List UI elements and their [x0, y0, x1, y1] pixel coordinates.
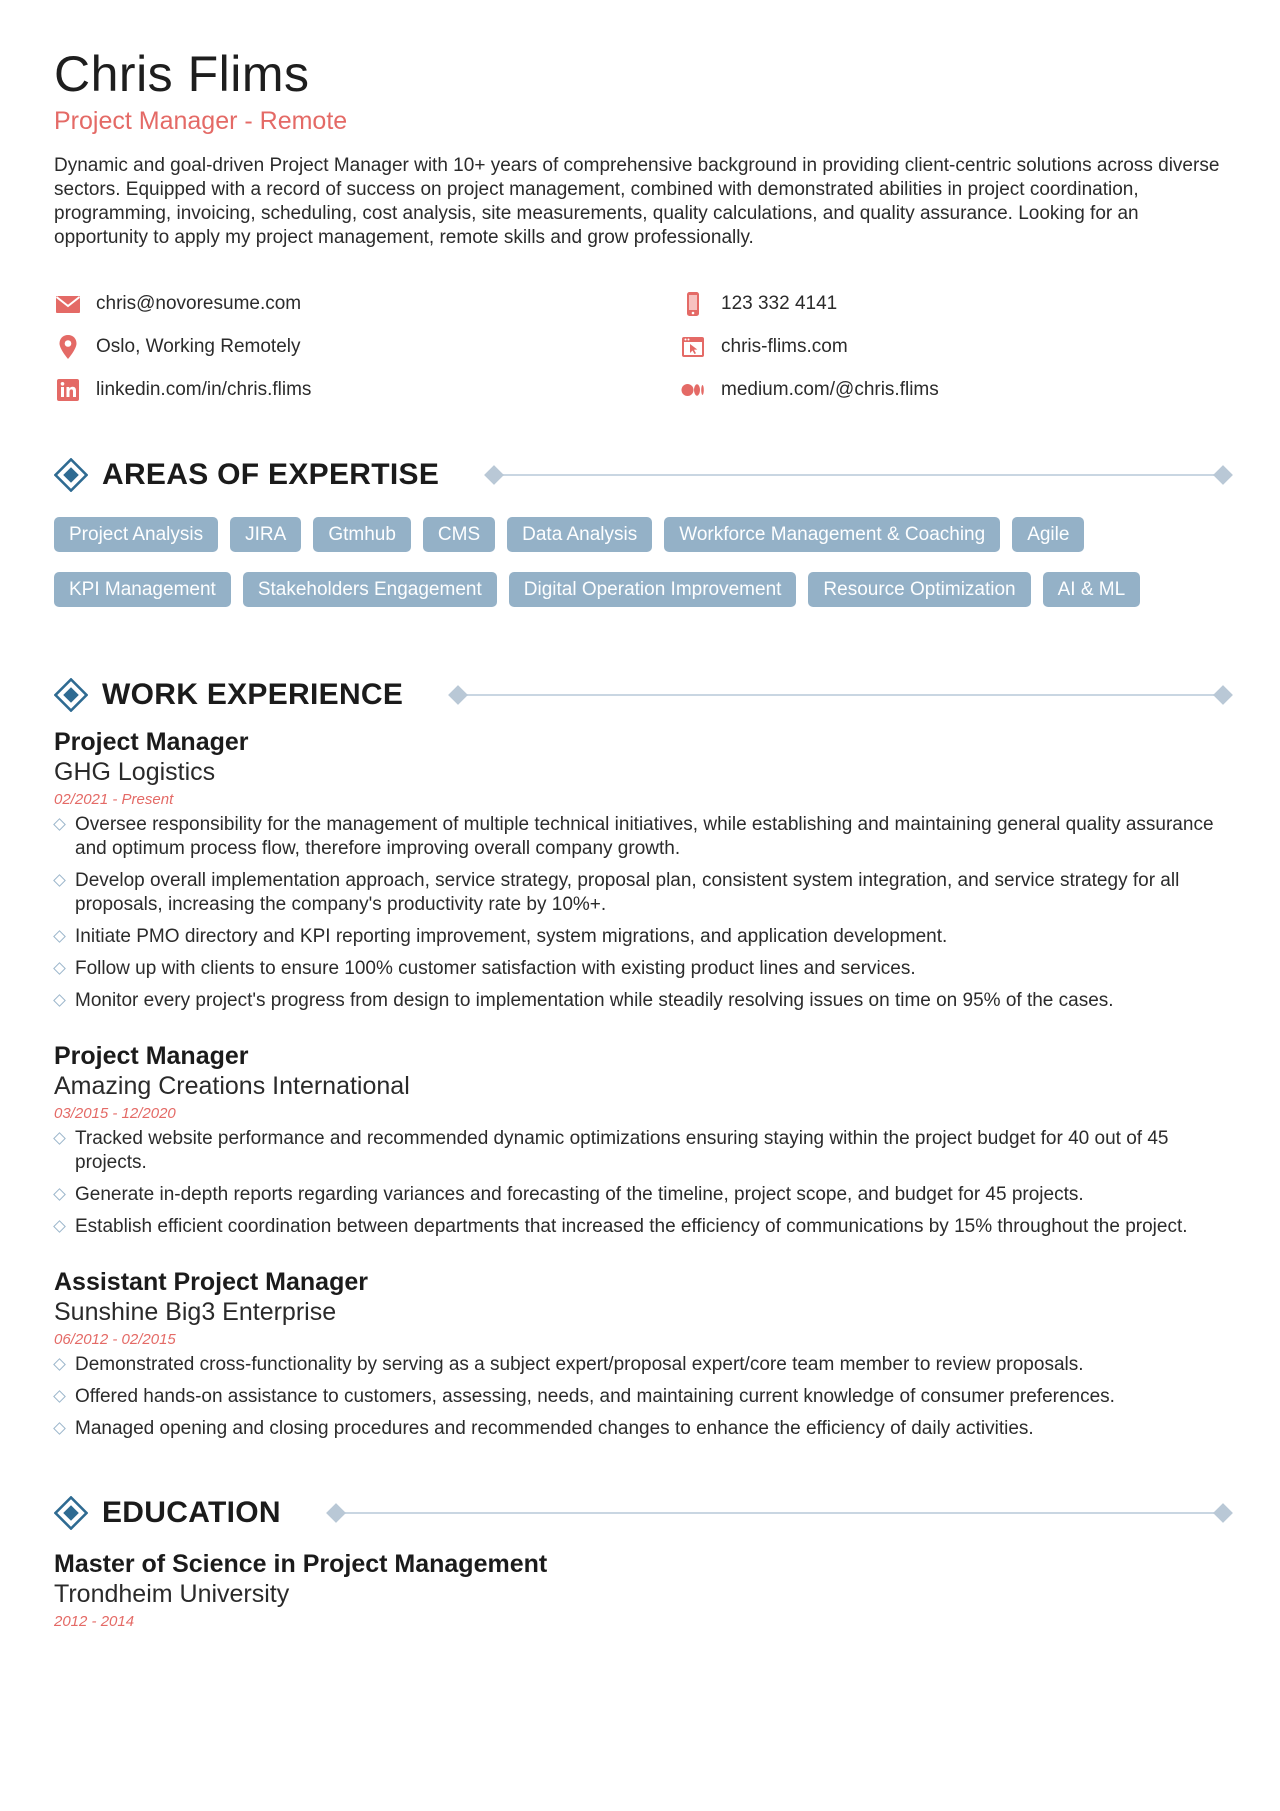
skill-tag: Agile — [1012, 517, 1084, 552]
contact-linkedin[interactable] — [54, 368, 679, 411]
browser-cursor-icon — [679, 333, 707, 361]
linkedin-icon — [54, 376, 82, 404]
section-divider — [329, 1505, 1230, 1521]
experience-section-header — [54, 673, 1230, 717]
job-bullet: Demonstrated cross-functionality by serving as a subject expert/proposal expert/core team member to review proposals. — [54, 1353, 1230, 1377]
contact-phone-text: 123 332 4141 — [721, 292, 838, 314]
diamond-icon — [54, 678, 88, 712]
job-bullets — [54, 1127, 1230, 1239]
contact-website-text: chris-flims.com — [721, 335, 848, 357]
education-section-header — [54, 1491, 1230, 1535]
medium-icon — [679, 376, 707, 404]
skills-list — [54, 517, 1230, 627]
job-date: 03/2015 - 12/2020 — [54, 1105, 176, 1122]
expertise-section-title: AREAS OF EXPERTISE — [102, 458, 440, 491]
job-company: Amazing Creations International — [54, 1072, 410, 1100]
job-company: GHG Logistics — [54, 758, 216, 786]
job-bullet: Offered hands-on assistance to customers, assessing, needs, and maintaining current knowledge of consumer preferences. — [54, 1385, 1230, 1409]
job-bullet: Generate in-depth reports regarding variances and forecasting of the timeline, project scope, and budget for 45 projects. — [54, 1183, 1230, 1207]
skill-tag: Resource Optimization — [808, 572, 1030, 607]
skill-tag: Data Analysis — [507, 517, 652, 552]
contact-medium-text: medium.com/@chris.flims — [721, 378, 939, 400]
section-divider — [451, 687, 1230, 703]
contact-phone[interactable] — [679, 282, 1230, 325]
job-title: Project Manager — [54, 1042, 249, 1070]
skill-tag: Workforce Management & Coaching — [664, 517, 1000, 552]
skill-tag: AI & ML — [1043, 572, 1141, 607]
diamond-icon — [54, 1496, 88, 1530]
job-bullet: Oversee responsibility for the management of multiple technical initiatives, while establishing and maintaining general quality assurance and optimum process flow, therefore improving overall company growth. — [54, 813, 1230, 861]
candidate-name: Chris Flims — [54, 46, 310, 102]
contact-info — [54, 282, 1230, 411]
skill-tag: JIRA — [230, 517, 301, 552]
education-date: 2012 - 2014 — [54, 1613, 135, 1630]
contact-website[interactable] — [679, 325, 1230, 368]
job-bullet: Establish efficient coordination between departments that increased the efficiency of communications by 15% throughout the project. — [54, 1215, 1230, 1239]
location-pin-icon — [54, 333, 82, 361]
contact-location-text: Oslo, Working Remotely — [96, 335, 301, 357]
job-bullet: Tracked website performance and recommended dynamic optimizations ensuring staying within the project budget for 40 out of 45 projects. — [54, 1127, 1230, 1175]
skill-tag: CMS — [423, 517, 495, 552]
job-entry — [54, 727, 1230, 1013]
section-divider — [487, 467, 1230, 483]
job-bullet: Initiate PMO directory and KPI reporting improvement, system migrations, and application development. — [54, 925, 1230, 949]
skill-tag: Gtmhub — [313, 517, 411, 552]
contact-location — [54, 325, 679, 368]
job-bullet: Follow up with clients to ensure 100% customer satisfaction with existing product lines and services. — [54, 957, 1230, 981]
job-bullet: Managed opening and closing procedures and recommended changes to enhance the efficiency of daily activities. — [54, 1417, 1230, 1441]
education-entry — [54, 1549, 1230, 1633]
envelope-icon — [54, 290, 82, 318]
contact-email-text: chris@novoresume.com — [96, 292, 302, 314]
experience-section-title: WORK EXPERIENCE — [102, 678, 404, 711]
job-entry — [54, 1041, 1230, 1239]
job-date: 06/2012 - 02/2015 — [54, 1331, 176, 1348]
diamond-icon — [54, 458, 88, 492]
skill-tag: KPI Management — [54, 572, 231, 607]
candidate-role: Project Manager - Remote — [54, 107, 348, 135]
job-entry — [54, 1267, 1230, 1441]
education-section-title: EDUCATION — [102, 1496, 281, 1529]
skill-tag: Project Analysis — [54, 517, 218, 552]
degree-title: Master of Science in Project Management — [54, 1550, 548, 1578]
job-title: Assistant Project Manager — [54, 1268, 368, 1296]
phone-icon — [679, 290, 707, 318]
job-bullet: Monitor every project's progress from design to implementation while steadily resolving issues on time on 95% of the cases. — [54, 989, 1230, 1013]
job-company: Sunshine Big3 Enterprise — [54, 1298, 337, 1326]
expertise-section-header — [54, 453, 1230, 497]
skill-tag: Stakeholders Engagement — [243, 572, 497, 607]
contact-linkedin-text: linkedin.com/in/chris.flims — [96, 378, 312, 400]
profile-summary: Dynamic and goal-driven Project Manager with 10+ years of comprehensive background in providing client-centric solutions across diverse sectors. Equipped with a record of success on project management, combined with demonstrated abilities in project coordination, programming, invoicing, scheduling, cost analysis, site measurements, quality calculations, and quality assurance. Looking for an opportunity to apply my project management, remote skills and grow professionally. — [54, 155, 1220, 248]
job-bullet: Develop overall implementation approach, service strategy, proposal plan, consistent system integration, and service strategy for all proposals, increasing the company's productivity rate by 10%+. — [54, 869, 1230, 917]
job-bullets — [54, 813, 1230, 1013]
job-bullets — [54, 1353, 1230, 1441]
skill-tag: Digital Operation Improvement — [509, 572, 797, 607]
contact-email[interactable] — [54, 282, 679, 325]
school-name: Trondheim University — [54, 1580, 290, 1608]
job-title: Project Manager — [54, 728, 249, 756]
contact-medium[interactable] — [679, 368, 1230, 411]
job-date: 02/2021 - Present — [54, 791, 174, 808]
